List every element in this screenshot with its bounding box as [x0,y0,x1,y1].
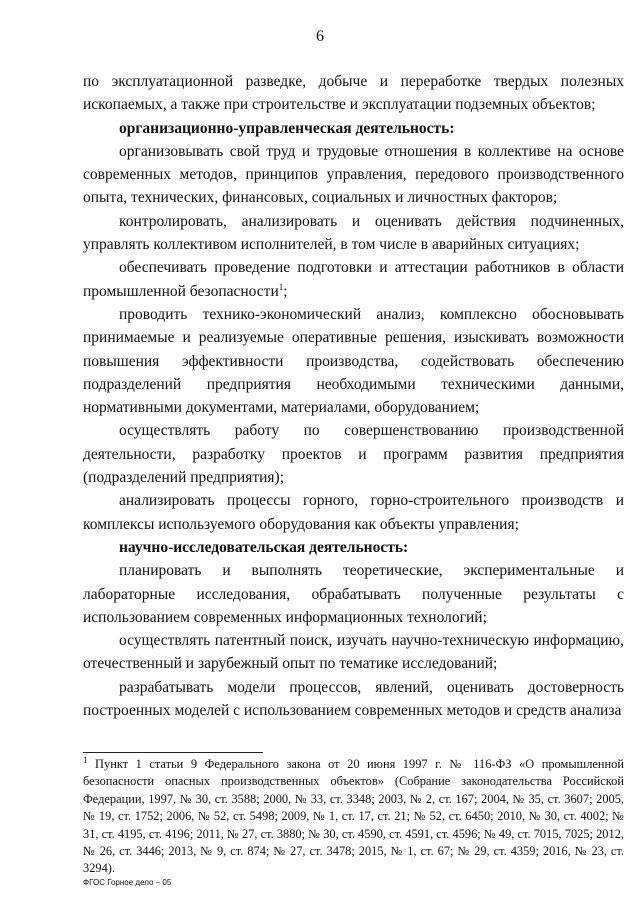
paragraph-1: по эксплуатационной разведке, добыче и переработке твердых полезных ископаемых, а также при строительстве и эксплуатации подземных объектов; [83,73,624,114]
paragraph-4: контролировать, анализировать и оценивать действия подчиненных, управлять коллективом исполнителей, в том числе в аварийных ситуациях; [83,212,624,254]
footnote-divider [83,752,263,753]
paragraph-3: организовывать свой труд и трудовые отношения в коллективе на основе современных методов, принципов управления, передового производственного опыта, технических, финансовых, социальных и личностных факторов; [83,142,624,207]
footnote-reference[interactable]: 1 [278,281,284,292]
footnote-marker: 1 [83,754,88,765]
paragraph-5-punct: ; [283,282,288,300]
heading-organizational: организационно-управленческая деятельность: [119,119,455,137]
paragraph-8: анализировать процессы горного, горно-строительного производств и комплексы используемого оборудования как объекты управления; [83,492,624,533]
footnote-text: Пункт 1 статьи 9 Федерального закона от 20 июня 1997 г. № 116-ФЗ «О промышленной безопасности опасных производственных объектов» (Собрание законодательства Российской Федерации, 1997, № 30, ст. 3588; 2000, № 33, ст. 3348; 2003, № 2, ст. 167; 2004, № 35, ст. 3607; 2005, № 19, ст. 1752; 2006, № 52, ст. 5498; 2009, № 1, ст. 17, ст. 21; № 52, ст. 6450; 2010, № 30, ст. 4002; № 31, ст. 4195, ст. 4196; 2011, № 27, ст. 3880; № 30, ст. 4590, ст. 4591, ст. 4596; № 49, ст. 7015, 7025; 2012, № 26, ст. 3446; 2013, № 9, ст. 874; № 27, ст. 3478; 2015, № 1, ст. 67; № 29, ст. 4359; 2016, № 23, ст. 3294). [83,757,624,876]
paragraph-11: осуществлять патентный поиск, изучать научно-техническую информацию, отечественный и зарубежный опыт по тематике исследований; [83,632,624,673]
heading-research: научно-исследовательская деятельность: [119,538,409,556]
paragraph-10: планировать и выполнять теоретические, экспериментальные и лабораторные исследования, обрабатывать полученные результаты с использованием современных информационных технологий; [83,562,624,626]
paragraph-5-text: обеспечивать проведение подготовки и аттестации работников в области промышленной безопасности [83,259,624,300]
page-number: 6 [316,28,324,45]
document-code: ФГОС Горное дело – 05 [83,878,172,887]
paragraph-7: осуществлять работу по совершенствованию производственной деятельности, разработку проектов и программ развития предприятия (подразделений предприятия); [83,422,624,487]
paragraph-12: разрабатывать модели процессов, явлений, оценивать достоверность построенных моделей с использованием современных методов и средств анализа [83,678,624,720]
footnote [83,756,624,878]
main-text [83,70,624,722]
paragraph-6: проводить технико-экономический анализ, комплексно обосновывать принимаемые и реализуемые оперативные решения, изыскивать возможности повышения эффективности производства, содействовать обеспечению подразделений предприятия необходимыми техническими данными, нормативными документами, материалами, оборудованием; [83,305,624,417]
paragraph-5 [83,256,624,303]
